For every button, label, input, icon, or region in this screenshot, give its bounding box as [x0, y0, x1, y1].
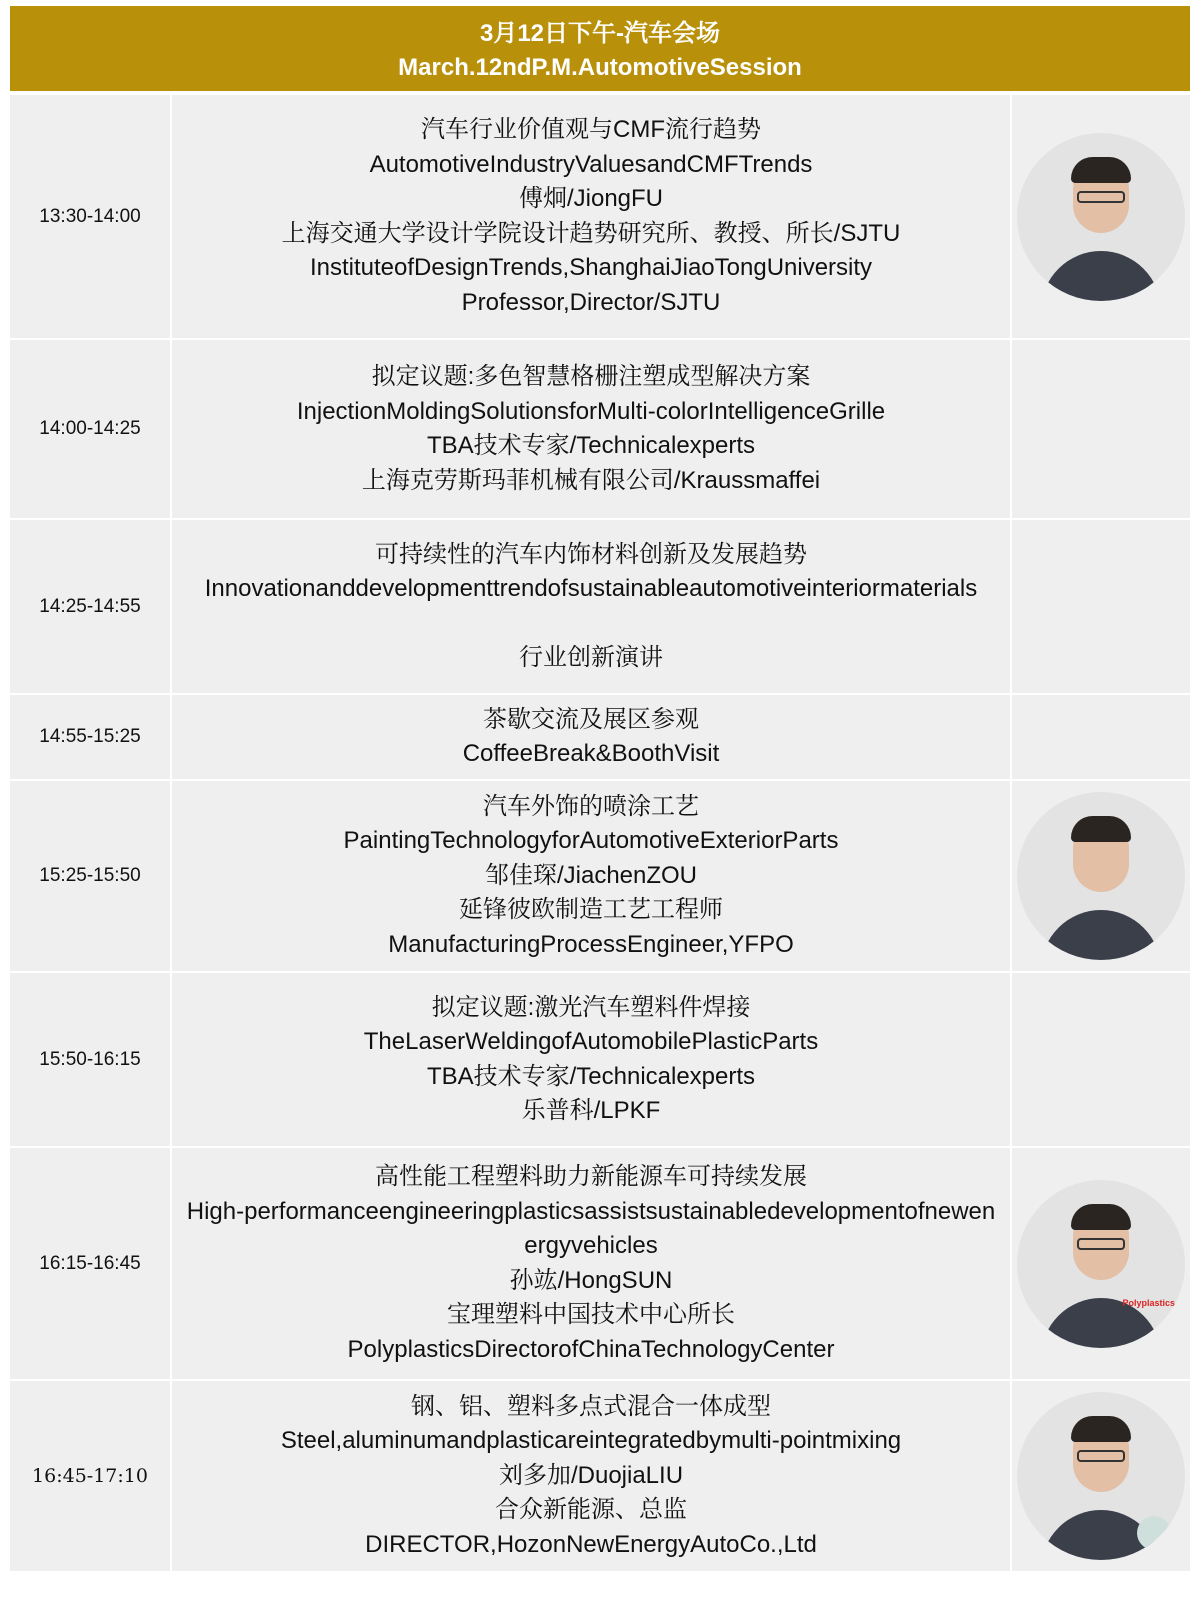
- agenda-row: [10, 695, 1190, 781]
- session-details: [172, 695, 1012, 779]
- break-title-en: CoffeeBreak&BoothVisit: [462, 740, 720, 767]
- time-slot: 14:25-14:55: [10, 520, 172, 693]
- photo-cell: [1012, 781, 1190, 971]
- company-logo-icon: [1137, 1516, 1171, 1550]
- speaker-affiliation: 上海克劳斯玛菲机械有限公司/Kraussmaffei: [361, 466, 821, 494]
- header-title-en: March.12ndP.M.AutomotiveSession: [398, 54, 802, 81]
- talk-title-cn: 拟定议题:激光汽车塑料件焊接: [431, 993, 751, 1021]
- speaker-name: 邹佳琛/JiachenZOU: [484, 861, 698, 889]
- talk-title-en: High-performanceengineeringplasticsassistsustainabledevelopmentofnewenergyvehicles: [186, 1197, 996, 1259]
- agenda-row: [10, 340, 1190, 520]
- speaker-affiliation-en: InstituteofDesignTrends,ShanghaiJiaoTongUniversity: [309, 254, 873, 281]
- speaker-role-en: ManufacturingProcessEngineer,YFPO: [388, 930, 794, 958]
- talk-title-cn: 汽车行业价值观与CMF流行趋势: [421, 116, 761, 143]
- agenda-row: [10, 520, 1190, 695]
- time-slot: 14:00-14:25: [10, 340, 172, 518]
- speaker-affiliation-cn: 上海交通大学设计学院设计趋势研究所、教授、所长/SJTU: [281, 219, 901, 247]
- header-title-cn: 3月12日下午-汽车会场: [479, 20, 721, 47]
- speaker-photo: [1017, 1392, 1185, 1560]
- speaker-name: TBA技术专家/Technicalexperts: [426, 1062, 756, 1090]
- photo-cell: [1012, 520, 1190, 693]
- time-slot: 16:45-17:10: [10, 1381, 172, 1571]
- speaker-role-en: PolyplasticsDirectorofChinaTechnologyCenter: [347, 1335, 835, 1363]
- speaker-photo: [1017, 133, 1185, 301]
- speaker-name: TBA技术专家/Technicalexperts: [426, 432, 756, 459]
- talk-title-en: Steel,aluminumandplasticareintegratedbymulti-pointmixing: [280, 1427, 902, 1455]
- session-details: [172, 781, 1012, 971]
- agenda-row: [10, 781, 1190, 973]
- talk-title-en: Innovationanddevelopmenttrendofsustainableautomotiveinteriormaterials: [204, 575, 978, 602]
- agenda-sheet: [10, 6, 1190, 1571]
- time-slot: 15:50-16:15: [10, 973, 172, 1146]
- talk-title-cn: 高性能工程塑料助力新能源车可持续发展: [375, 1163, 807, 1190]
- speaker-role-cn: 延锋彼欧制造工艺工程师: [459, 896, 723, 924]
- speaker-affiliation: 乐普科/LPKF: [521, 1097, 661, 1124]
- photo-cell: [1012, 340, 1190, 518]
- session-type: 行业创新演讲: [519, 644, 663, 671]
- session-details: [172, 95, 1012, 338]
- agenda-row: [10, 95, 1190, 340]
- session-details: [172, 1381, 1012, 1571]
- time-slot: 13:30-14:00: [10, 95, 172, 338]
- photo-cell: [1012, 1381, 1190, 1571]
- talk-title-en: PaintingTechnologyforAutomotiveExteriorParts: [343, 827, 839, 855]
- time-slot: 16:15-16:45: [10, 1148, 172, 1379]
- break-title-cn: 茶歇交流及展区参观: [483, 705, 699, 733]
- photo-cell: [1012, 95, 1190, 338]
- session-details: [172, 520, 1012, 693]
- photo-cell: [1012, 695, 1190, 779]
- talk-title-cn: 汽车外饰的喷涂工艺: [483, 792, 699, 820]
- photo-cell: [1012, 973, 1190, 1146]
- talk-title-en: InjectionMoldingSolutionsforMulti-colorIntelligenceGrille: [296, 397, 886, 425]
- speaker-role-en: DIRECTOR,HozonNewEnergyAutoCo.,Ltd: [365, 1530, 817, 1558]
- company-logo: Polyplastics: [1122, 1297, 1175, 1308]
- session-details: [172, 973, 1012, 1146]
- time-slot: 14:55-15:25: [10, 695, 172, 779]
- speaker-photo: [1017, 792, 1185, 960]
- agenda-row: [10, 1148, 1190, 1381]
- session-details: [172, 340, 1012, 518]
- talk-title-cn: 钢、铝、塑料多点式混合一体成型: [411, 1392, 771, 1420]
- speaker-role-en: Professor,Director/SJTU: [461, 288, 721, 316]
- talk-title-en: TheLaserWeldingofAutomobilePlasticParts: [363, 1028, 819, 1055]
- agenda-row: [10, 1381, 1190, 1571]
- speaker-name: 刘多加/DuojiaLIU: [498, 1461, 684, 1489]
- speaker-role-cn: 合众新能源、总监: [495, 1496, 687, 1524]
- photo-cell: [1012, 1148, 1190, 1379]
- speaker-photo: [1017, 1180, 1185, 1348]
- talk-title-cn: 拟定议题:多色智慧格栅注塑成型解决方案: [371, 363, 811, 390]
- session-header: [10, 6, 1190, 95]
- session-details: [172, 1148, 1012, 1379]
- speaker-name: 傅炯/JiongFU: [518, 185, 664, 212]
- speaker-role-cn: 宝理塑料中国技术中心所长: [447, 1301, 735, 1328]
- time-slot: 15:25-15:50: [10, 781, 172, 971]
- speaker-name: 孙竑/HongSUN: [509, 1266, 673, 1294]
- talk-title-en: AutomotiveIndustryValuesandCMFTrends: [369, 150, 813, 178]
- agenda-row: [10, 973, 1190, 1148]
- talk-title-cn: 可持续性的汽车内饰材料创新及发展趋势: [375, 540, 807, 568]
